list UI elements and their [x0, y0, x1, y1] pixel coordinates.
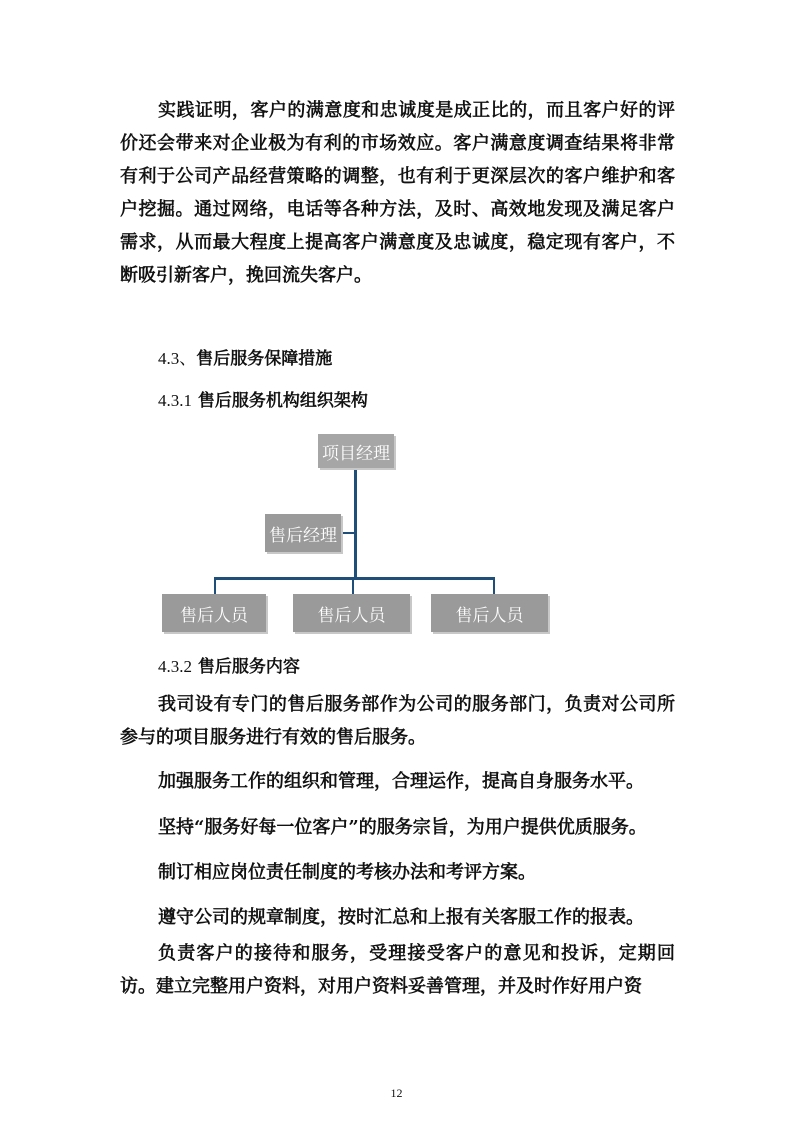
org-box-staff-1: 售后人员: [162, 594, 266, 632]
connector-vertical-main: [354, 468, 357, 578]
connector-right: [493, 577, 495, 594]
heading-4-3: [158, 346, 332, 372]
paragraph-service-item-1: 加强服务工作的组织和管理，合理运作，提高自身服务水平。: [158, 771, 644, 792]
heading-4-3-2: [158, 654, 300, 680]
paragraph-service-item-4: 遵守公司的规章制度，按时汇总和上报有关客服工作的报表。: [158, 907, 644, 928]
paragraph-service-item-5: 负责客户的接待和服务，受理接受客户的意见和投诉，定期回访。建立完整用户资料，对用户资料妥善管理，并及时作好用户资: [120, 943, 675, 997]
org-box-staff-2: 售后人员: [293, 594, 410, 632]
heading-4-3-1-title: 售后服务机构组织架构: [197, 391, 368, 411]
org-box-project-manager: 项目经理: [318, 434, 394, 468]
connector-horizontal: [214, 577, 495, 580]
heading-4-3-1: [158, 388, 368, 414]
connector-middle: [352, 577, 354, 594]
paragraph-service-item-2: 坚持“服务好每一位客户”的服务宗旨，为用户提供优质服务。: [158, 817, 647, 838]
connector-left: [214, 577, 216, 594]
page-number: 12: [390, 1086, 403, 1100]
heading-4-3-number: 4.3、: [158, 349, 197, 368]
heading-4-3-1-number: 4.3.1: [158, 391, 192, 410]
paragraph-customer-satisfaction: 实践证明，客户的满意度和忠诚度是成正比的，而且客户好的评价还会带来对企业极为有利的市场效应。客户满意度调查结果将非常有利于公司产品经营策略的调整，也有利于更深层次的客户维护和客户挖掘。通过网络，电话等各种方法，及时、高效地发现及满足客户需求，从而最大程度上提高客户满意度及忠诚度，稳定现有客户，不断吸引新客户，挽回流失客户。: [120, 100, 675, 286]
org-box-aftersales-manager: 售后经理: [265, 514, 341, 552]
org-box-staff-3: 售后人员: [431, 594, 548, 632]
paragraph-service-dept: 我司设有专门的售后服务部作为公司的服务部门，负责对公司所参与的项目服务进行有效的售后服务。: [120, 694, 675, 748]
connector-assistant: [341, 532, 355, 534]
heading-4-3-title: 售后服务保障措施: [196, 349, 333, 369]
heading-4-3-2-number: 4.3.2: [158, 657, 192, 676]
paragraph-service-item-3: 制订相应岗位责任制度的考核办法和考评方案。: [158, 862, 536, 883]
heading-4-3-2-title: 售后服务内容: [197, 657, 300, 677]
